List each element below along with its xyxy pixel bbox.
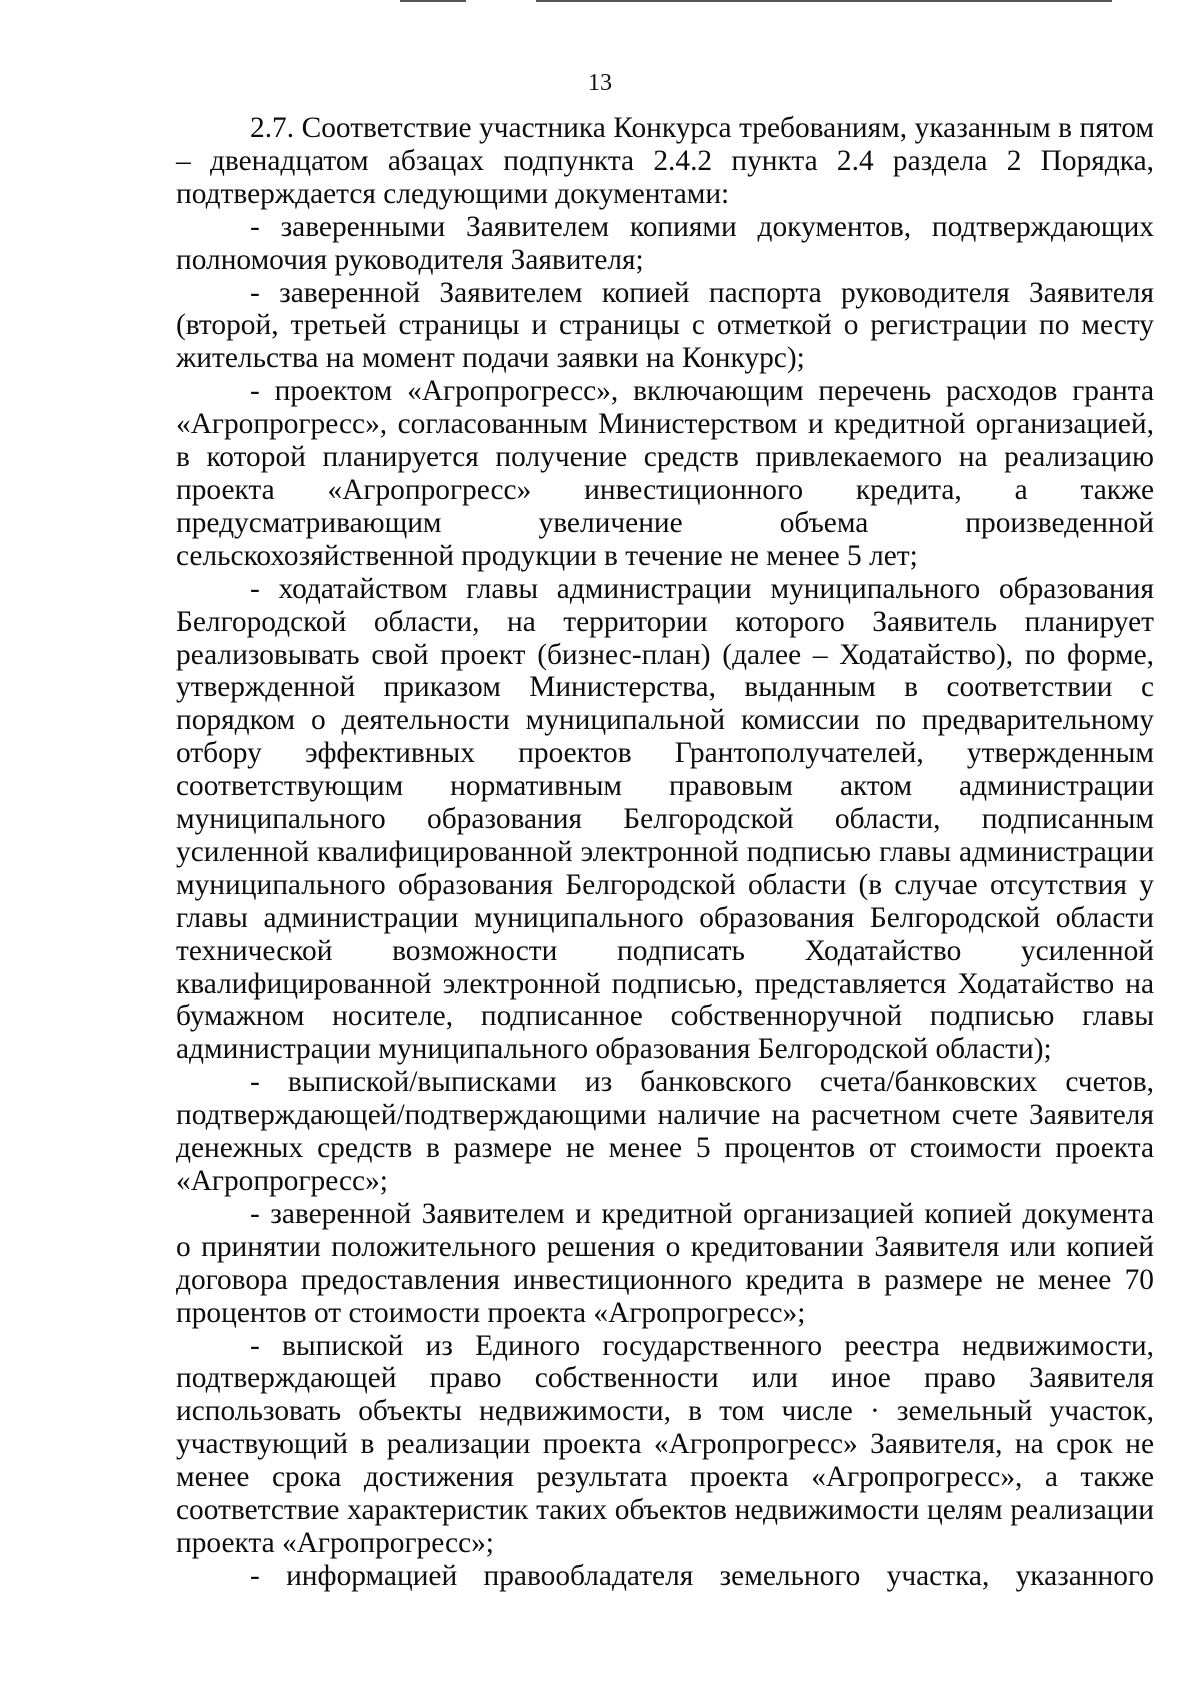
document-body (176, 112, 1154, 1593)
scan-edge-mark (400, 0, 466, 2)
list-item-agroprogress-project: - проектом «Агропрогресс», включающим перечень расходов гранта «Агропрогресс», согласованным Министерством и кредитной организацией, в которой планируется получение средств привлекаемого на реализацию проекта «Агропрогресс» инвестиционного кредита, а также предусматривающим увеличение объема произведенной сельскохозяйственной продукции в течение не менее 5 лет; (176, 375, 1154, 572)
scan-edge-mark (536, 0, 1112, 2)
list-item-bank-statement: - выпиской/выписками из банковского счета/банковских счетов, подтверждающей/подтверждающими наличие на расчетном счете Заявителя денежных средств в размере не менее 5 процентов от стоимости проекта «Агропрогресс»; (176, 1066, 1154, 1197)
list-item-credit-decision: - заверенной Заявителем и кредитной организацией копией документа о принятии положительного решения о кредитовании Заявителя или копией договора предоставления инвестиционного кредита в размере не менее 70 процентов от стоимости проекта «Агропрогресс»; (176, 1197, 1154, 1329)
list-item-property-registry: - выпиской из Единого государственного реестра недвижимости, подтверждающей право собственности или иное право Заявителя использовать объекты недвижимости, в том числе · земельный участок, участвующий в реализации проекта «Агропрогресс» Заявителя, на срок не менее срока достижения результата проекта «Агропрогресс», а также соответствие характеристик таких объектов недвижимости целям реализации проекта «Агропрогресс»; (176, 1329, 1154, 1559)
list-item-passport-copy: - заверенной Заявителем копией паспорта руководителя Заявителя (второй, третьей страницы и страницы с отметкой о регистрации по месту жительства на момент подачи заявки на Конкурс); (176, 276, 1154, 375)
page-number: 13 (588, 70, 612, 96)
paragraph-2-7: 2.7. Соответствие участника Конкурса требованиям, указанным в пятом – двенадцатом абзацах подпункта 2.4.2 пункта 2.4 раздела 2 Порядка, подтверждается следующими документами: (176, 112, 1154, 210)
list-item-petition: - ходатайством главы администрации муниципального образования Белгородской области, на территории которого Заявитель планирует реализовывать свой проект (бизнес-план) (далее – Ходатайство), по форме, утвержденной приказом Министерства, выданным в соответствии с порядком о деятельности муниципальной комиссии по предварительному отбору эффективных проектов Грантополучателей, утвержденным соответствующим нормативным правовым актом администрации муниципального образования Белгородской области, подписанным усиленной квалифицированной электронной подписью главы администрации муниципального образования Белгородской области (в случае отсутствия у главы администрации муниципального образования Белгородской области технической возможности подписать Ходатайство усиленной квалифицированной электронной подписью, представляется Ходатайство на бумажном носителе, подписанное собственноручной подписью главы администрации муниципального образования Белгородской области); (176, 572, 1154, 1066)
list-item-authority-copies: - заверенными Заявителем копиями документов, подтверждающих полномочия руководителя Заявителя; (176, 210, 1154, 276)
list-item-land-owner-info: - информацией правообладателя земельного участка, указанного (250, 1559, 1154, 1592)
